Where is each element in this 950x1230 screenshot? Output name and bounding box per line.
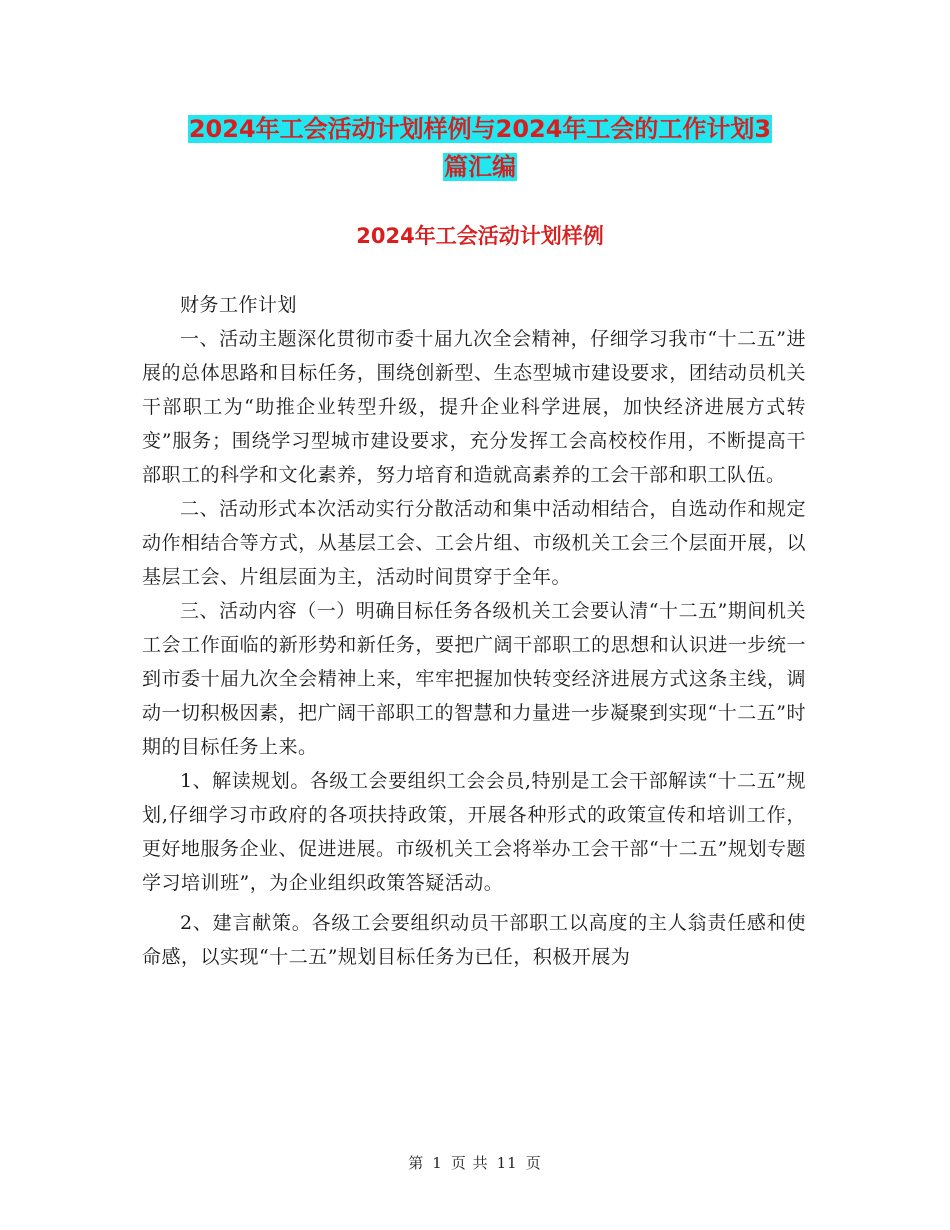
footer-middle: 页 共 [450, 1154, 489, 1172]
paragraph-activity-form: 二、活动形式本次活动实行分散活动和集中活动相结合，自选动作和规定动作相结合等方式，从基层工会、工会片组、市级机关工会三个层面开展，以基层工会、片组层面为主，活动时间贯穿于全年。 [142, 498, 806, 588]
paragraph-interpret-plan: 1、解读规划。各级工会要组织工会会员,特别是工会干部解读“十二五”规划,仔细学习市政府的各项扶持政策，开展各种形式的政策宣传和培训工作，更好地服务企业、促进进展。市级机关工会将举办工会干部“十二五”规划专题学习培训班”，为企业组织政策答疑活动。 [142, 770, 806, 894]
paragraph-suggestions: 2、建言献策。各级工会要组织动员干部职工以高度的主人翁责任感和使命感，以实现“十二五”规划目标任务为已任，积极开展为 [142, 912, 806, 968]
document-body [142, 288, 806, 974]
document-title [140, 110, 820, 186]
footer-page-number: 1 [432, 1154, 443, 1172]
document-title-line-1: 2024年工会活动计划样例与2024年工会的工作计划3 [188, 115, 772, 143]
footer-total-pages: 11 [496, 1154, 518, 1172]
paragraph-activity-theme: 一、活动主题深化贯彻市委十届九次全会精神，仔细学习我市“十二五”进展的总体思路和目标任务，围绕创新型、生态型城市建设要求，团结动员机关干部职工为“助推企业转型升级，提升企业科学进展，加快经济进展方式转变”服务；围绕学习型城市建设要求，充分发挥工会高校校作用，不断提高干部职工的科学和文化素养，努力培育和造就高素养的工会干部和职工队伍。 [142, 328, 806, 486]
paragraph-heading: 财务工作计划 [180, 294, 298, 316]
page-footer [0, 1152, 950, 1173]
footer-suffix: 页 [525, 1154, 542, 1172]
footer-prefix: 第 [408, 1154, 425, 1172]
document-title-line-2: 篇汇编 [444, 153, 516, 181]
paragraph-activity-content: 三、活动内容（一）明确目标任务各级机关工会要认清“十二五”期间机关工会工作面临的新形势和新任务，要把广阔干部职工的思想和认识进一步统一到市委十届九次全会精神上来，牢牢把握加快转变经济进展方式这条主线，调动一切积极因素，把广阔干部职工的智慧和力量进一步凝聚到实现“十二五”时期的目标任务上来。 [142, 600, 806, 758]
section-title: 2024年工会活动计划样例 [356, 224, 604, 248]
